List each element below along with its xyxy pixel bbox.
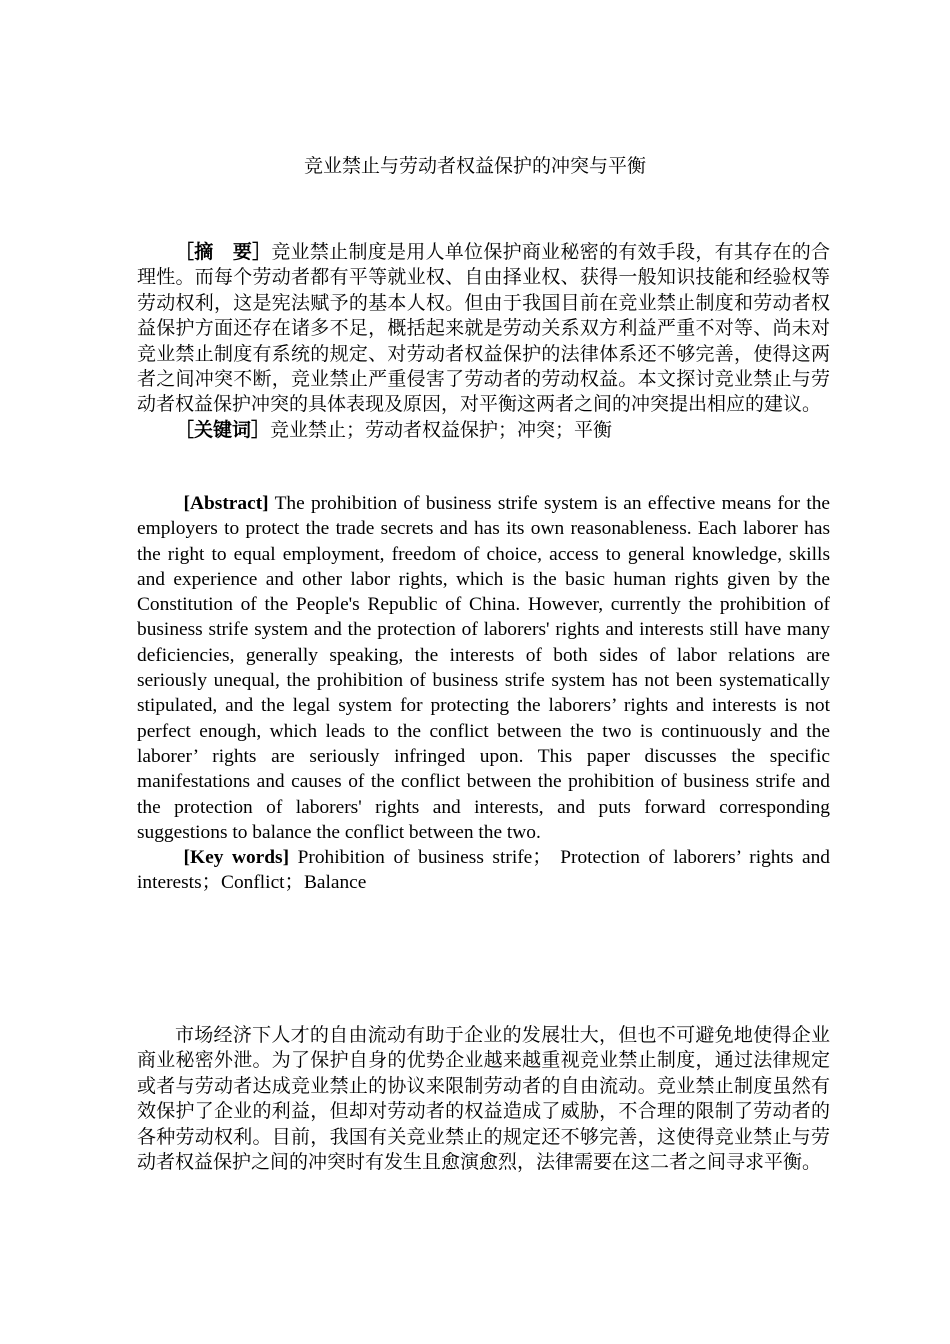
chinese-abstract-paragraph: [137, 240, 830, 418]
english-keywords-paragraph: [137, 845, 830, 896]
english-abstract-section: [137, 491, 830, 896]
chinese-abstract-section: [137, 240, 830, 443]
english-keywords-label: [Key words]: [183, 847, 290, 869]
english-abstract-label: [Abstract]: [183, 493, 269, 514]
english-keywords-text: Prohibition of business strife； Protection of laborers’ rights and interests；Conflict；Balance: [137, 847, 830, 894]
introduction-section: [137, 1023, 830, 1175]
english-abstract-text: The prohibition of business strife system is an effective means for the employers to protect the trade secrets and has its own reasonableness. Each laborer has the right to equal employment, freedom of choice, access to general knowledge, skills and experience and other labor rights, which is the basic human rights given by the Constitution of the People's Republic of China. However, currently the prohibition of business strife system and the protection of laborers' rights and interests still have many deficiencies, generally speaking, the interests of both sides of labor relations are seriously unequal, the prohibition of business strife system has not been systematically stipulated, and the legal system for protecting the laborers’ rights and interests is not perfect enough, which leads to the conflict between the two is continuously and the laborer’ rights are seriously infringed upon. This paper discusses the specific manifestations and causes of the conflict between the prohibition of business strife and the protection of laborers' rights and interests, and puts forward corresponding suggestions to balance the conflict between the two.: [137, 493, 831, 843]
chinese-abstract-text: 竞业禁止制度是用人单位保护商业秘密的有效手段，有其存在的合理性。而每个劳动者都有平等就业权、自由择业权、获得一般知识技能和经验权等劳动权利，这是宪法赋予的基本人权。但由于我国目前在竞业禁止制度和劳动者权益保护方面还存在诸多不足，概括起来就是劳动关系双方利益严重不对等、尚未对竞业禁止制度有系统的规定、对劳动者权益保护的法律体系还不够完善，使得这两者之间冲突不断，竞业禁止严重侵害了劳动者的劳动权益。本文探讨竞业禁止与劳动者权益保护冲突的具体表现及原因，对平衡这两者之间的冲突提出相应的建议。: [137, 241, 830, 416]
introduction-paragraph: 市场经济下人才的自由流动有助于企业的发展壮大，但也不可避免地使得企业商业秘密外泄。为了保护自身的优势企业越来越重视竞业禁止制度，通过法律规定或者与劳动者达成竞业禁止的协议来限制劳动者的自由流动。竞业禁止制度虽然有效保护了企业的利益，但却对劳动者的权益造成了威胁，不合理的限制了劳动者的各种劳动权利。目前，我国有关竞业禁止的规定还不够完善，这使得竞业禁止与劳动者权益保护之间的冲突时有发生且愈演愈烈，法律需要在这二者之间寻求平衡。: [137, 1024, 830, 1174]
chinese-keywords-label: ［关键词］: [175, 418, 271, 441]
chinese-keywords-paragraph: [137, 418, 830, 443]
chinese-abstract-label: ［摘 要］: [175, 241, 272, 263]
chinese-keywords-text: 竞业禁止；劳动者权益保护；冲突；平衡: [270, 418, 613, 441]
paper-title: 竞业禁止与劳动者权益保护的冲突与平衡: [303, 155, 646, 177]
english-abstract-paragraph: [137, 491, 830, 845]
